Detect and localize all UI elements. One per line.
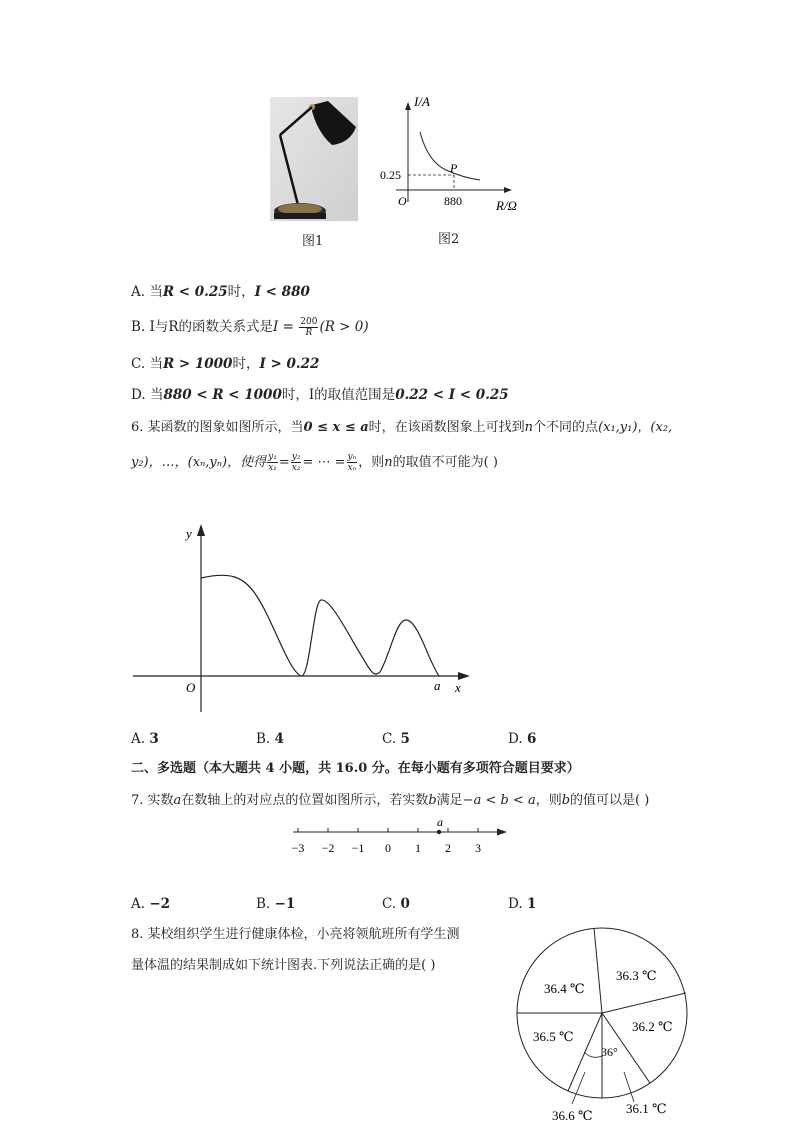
q6-stem-line1: 6. 某函数的图象如图所示，当0 ≤ x ≤ a时，在该函数图象上可找到n个不同的点(x₁,y₁)，(x₂, [131, 420, 673, 435]
fig2-x-axis-label: R/Ω [496, 198, 517, 213]
q6-option-a: A. 3 [131, 731, 159, 747]
q7-option-c: C. 0 [382, 896, 410, 912]
pie-label-36-3: 36.3 ℃ [616, 968, 657, 983]
number-line-tick-label: 2 [445, 841, 451, 855]
fig2-y-tick: 0.25 [380, 168, 401, 182]
q5-option-a: A. 当R < 0.25时，I < 880 [131, 284, 310, 300]
lamp-photo [270, 97, 358, 221]
q5-option-b: B. I与R的函数关系式是I = $\frac{200}{R}$ (R > 0) [131, 317, 369, 338]
q6-graph-y-label: y [186, 526, 192, 541]
q7-number-line [285, 814, 510, 859]
q7-option-d: D. 1 [508, 896, 537, 912]
q7-point-a [437, 830, 441, 834]
pie-angle-label: 36° [601, 1045, 618, 1059]
fig2-point-label: P [450, 161, 458, 175]
figure-1-caption: 图1 [302, 234, 324, 249]
q8-stem-line2: 量体温的结果制成如下统计图表.下列说法正确的是( ) [131, 958, 436, 973]
figure-2-graph [376, 92, 536, 222]
fig2-x-tick: 880 [444, 194, 462, 208]
number-line-tick-label: 1 [415, 841, 421, 855]
number-line-tick-label: −2 [321, 841, 335, 855]
q5-option-d: D. 当880 < R < 1000时，I的取值范围是0.22 < I < 0.25 [131, 387, 509, 403]
pie-label-36-5: 36.5 ℃ [533, 1029, 574, 1044]
pie-label-36-2: 36.2 ℃ [632, 1019, 673, 1034]
q6-option-d: D. 6 [508, 731, 537, 747]
figure-2-caption: 图2 [438, 232, 460, 247]
fig2-origin: O [398, 194, 407, 208]
fig2-y-axis-label: I/A [414, 94, 430, 109]
q6-function-graph [128, 520, 473, 715]
q7-stem: 7. 实数a在数轴上的对应点的位置如图所示，若实数b满足−a < b < a，则b的值可以是( ) [131, 793, 650, 808]
q6-option-b: B. 4 [256, 731, 284, 747]
pie-label-36-6: 36.6 ℃ [552, 1108, 593, 1120]
q6-option-c: C. 5 [382, 731, 410, 747]
q5-option-c: C. 当R > 1000时，I > 0.22 [131, 356, 320, 372]
section-2-title: 二、多选题（本大题共 4 小题，共 16.0 分。在每小题有多项符合题目要求） [131, 761, 580, 776]
q6-stem-line2: y₂)，…，(xₙ,yₙ)，使得 $\frac{\text{y₁}}{\text{x₁}}$ = $\frac{\text{y₂}}{\text{x₂}}$ = ⋯ = $\frac{\text{yₙ}}{\text{xₙ}}$ ，则n的取值不可能为( ) [131, 452, 498, 473]
q8-stem-line1: 8. 某校组织学生进行健康体检，小亮将领航班所有学生测 [131, 927, 460, 942]
q7-point-a-label: a [437, 815, 443, 829]
q6-graph-origin: O [186, 680, 196, 695]
pie-label-36-1: 36.1 ℃ [626, 1101, 667, 1116]
number-line-tick-label: 0 [385, 841, 391, 855]
q6-graph-a-label: a [434, 678, 441, 693]
q7-option-b: B. −1 [256, 896, 296, 912]
pie-label-36-4: 36.4 ℃ [544, 981, 585, 996]
q7-option-a: A. −2 [131, 896, 171, 912]
number-line-tick-label: −3 [291, 841, 305, 855]
q8-pie-chart [510, 922, 694, 1120]
number-line-tick-label: −1 [351, 841, 365, 855]
figure-1 [270, 97, 358, 221]
q6-graph-x-label: x [455, 680, 461, 695]
number-line-tick-label: 3 [475, 841, 481, 855]
